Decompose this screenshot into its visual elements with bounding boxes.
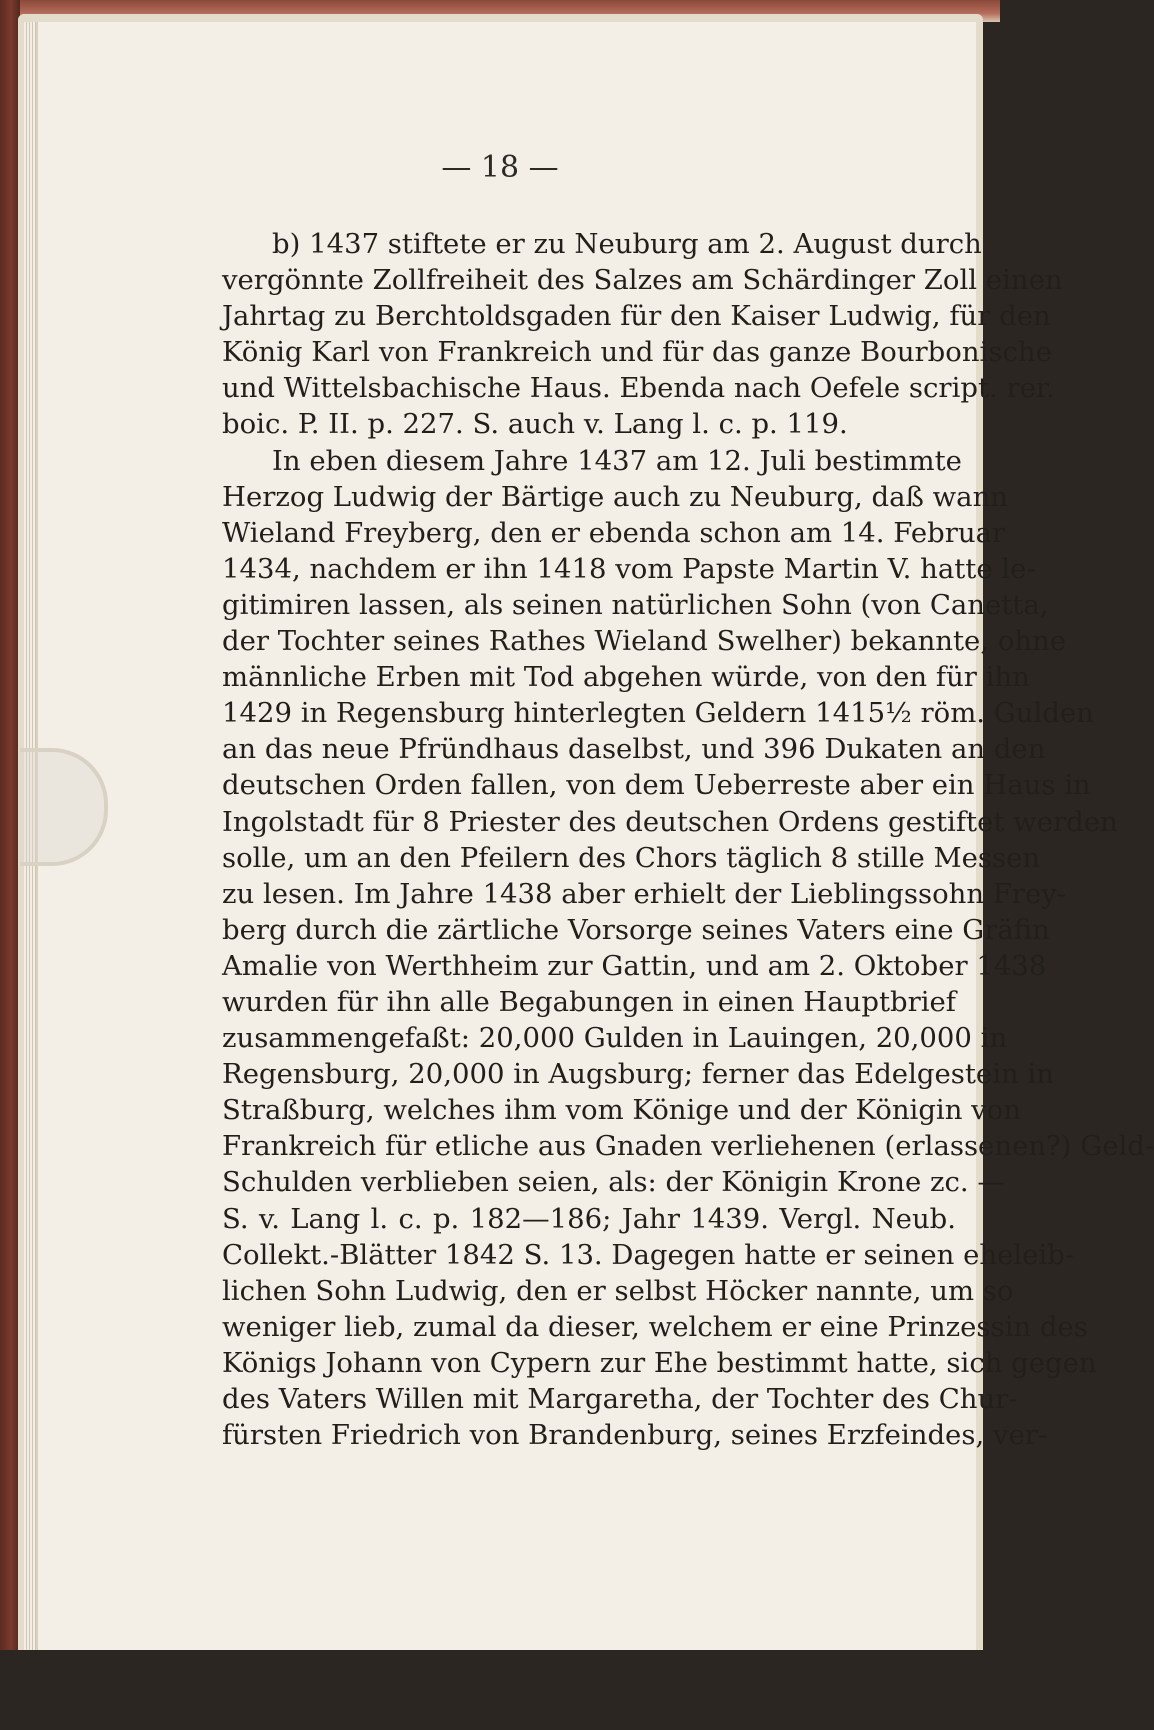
- text-line: Straßburg, welches ihm vom Könige und der Königin von: [222, 1094, 1021, 1127]
- text-line: Wieland Freyberg, den er ebenda schon am 14. Februar: [222, 516, 1006, 549]
- text-line: Königs Johann von Cypern zur Ehe bestimmt hatte, sich gegen: [222, 1346, 1097, 1379]
- text-line: und Wittelsbachische Haus. Ebenda nach Oefele script. rer.: [222, 372, 1055, 405]
- text-line: deutschen Orden fallen, von dem Ueberreste aber ein Haus in: [222, 769, 1091, 802]
- text-line: fürsten Friedrich von Brandenburg, seines Erzfeindes, ver-: [222, 1419, 1048, 1452]
- text-line: In eben diesem Jahre 1437 am 12. Juli bestimmte: [272, 444, 962, 477]
- text-line: zu lesen. Im Jahre 1438 aber erhielt der Lieblingssohn Frey-: [222, 877, 1067, 910]
- text-line: wurden für ihn alle Begabungen in einen Hauptbrief: [222, 985, 956, 1018]
- text-line: boic. P. II. p. 227. S. auch v. Lang l. c. p. 119.: [222, 408, 848, 441]
- page-number: — 18 —: [441, 150, 559, 185]
- text-line: des Vaters Willen mit Margaretha, der Tochter des Chur-: [222, 1383, 1018, 1415]
- text-line: S. v. Lang l. c. p. 182—186; Jahr 1439. Vergl. Neub.: [222, 1202, 956, 1235]
- text-line: vergönnte Zollfreiheit des Salzes am Schärdinger Zoll einen: [222, 264, 1063, 297]
- text-line: König Karl von Frankreich und für das ganze Bourbonische: [222, 336, 1052, 369]
- text-line: Ingolstadt für 8 Priester des deutschen Ordens gestiftet werden: [222, 805, 1118, 838]
- text-line: weniger lieb, zumal da dieser, welchem er eine Prinzessin des: [222, 1310, 1088, 1343]
- body-text: [222, 226, 1154, 1453]
- text-line: der Tochter seines Rathes Wieland Swelher) bekannte, ohne: [222, 625, 1067, 658]
- text-line: Frankreich für etliche aus Gnaden verliehenen (erlassenen?) Geld-: [222, 1130, 1154, 1163]
- bottom-background: [0, 1650, 1000, 1730]
- text-line: Schulden verblieben seien, als: der Königin Krone zc. —: [222, 1166, 1005, 1199]
- text-line: Regensburg, 20,000 in Augsburg; ferner das Edelgestein in: [222, 1058, 1054, 1091]
- text-line: solle, um an den Pfeilern des Chors täglich 8 stille Messen: [222, 841, 1041, 874]
- text-line: männliche Erben mit Tod abgehen würde, von den für ihn: [222, 661, 1030, 694]
- text-line: 1429 in Regensburg hinterlegten Geldern 1415½ röm. Gulden: [222, 697, 1094, 730]
- text-line: gitimiren lassen, als seinen natürlichen Sohn (von Canetta,: [222, 588, 1049, 621]
- text-line: Jahrtag zu Berchtoldsgaden für den Kaiser Ludwig, für den: [222, 300, 1051, 333]
- text-line: Collekt.-Blätter 1842 S. 13. Dagegen hatte er seinen eheleib-: [222, 1238, 1075, 1271]
- text-line: zusammengefaßt: 20,000 Gulden in Lauingen, 20,000 in: [222, 1022, 1008, 1055]
- text-line: lichen Sohn Ludwig, den er selbst Höcker nannte, um so: [222, 1274, 1014, 1307]
- text-line: 1434, nachdem er ihn 1418 vom Papste Martin V. hatte le-: [222, 552, 1036, 585]
- text-line: Amalie von Werthheim zur Gattin, und am 2. Oktober 1438: [222, 949, 1047, 982]
- text-line: Herzog Ludwig der Bärtige auch zu Neuburg, daß wann: [222, 480, 1008, 513]
- text-line: b) 1437 stiftete er zu Neuburg am 2. August durch: [272, 228, 982, 260]
- text-line: an das neue Pfründhaus daselbst, und 396 Dukaten an den: [222, 733, 1046, 766]
- text-line: berg durch die zärtliche Vorsorge seines Vaters eine Gräfin: [222, 913, 1050, 946]
